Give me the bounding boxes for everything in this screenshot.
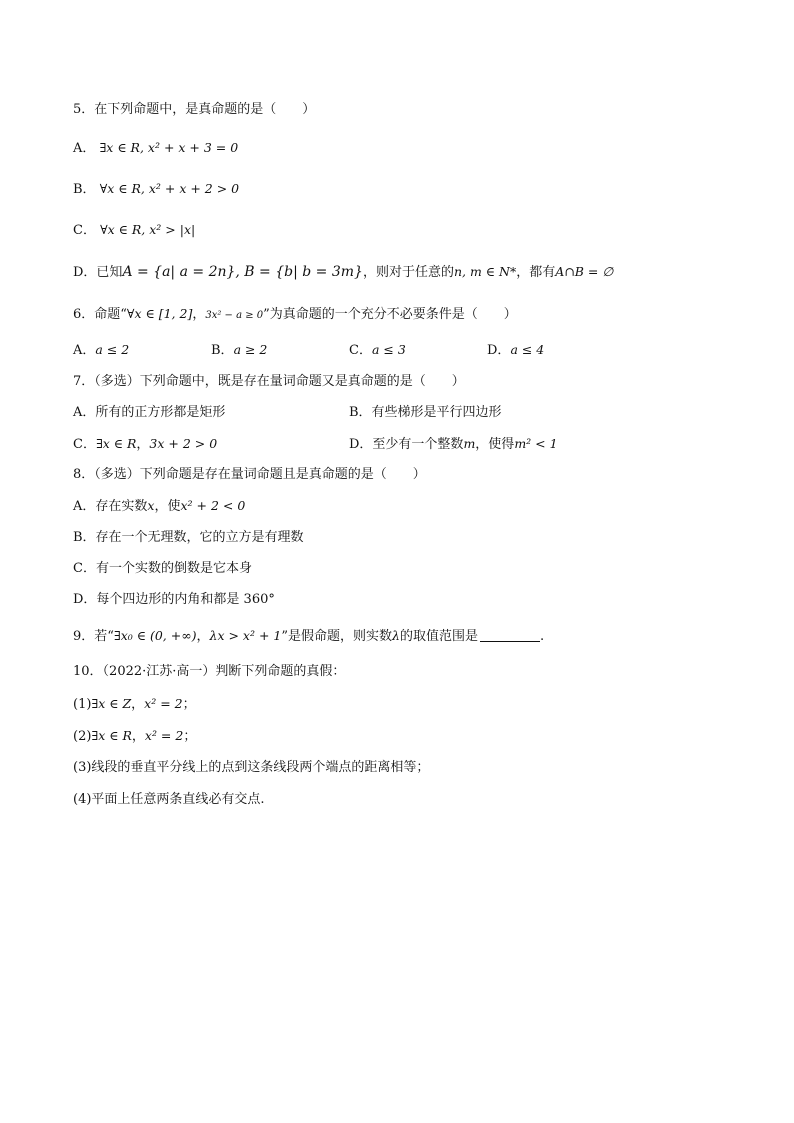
q7-option-c-math: ∃x ∈ R: [95, 436, 137, 451]
q10-item-2-num: (2): [73, 729, 92, 744]
q5-option-d-math3: A∩B = ∅: [555, 264, 614, 279]
q6-option-a: [73, 341, 129, 360]
q8-option-d: D．每个四边形的内角和都是 360°: [73, 592, 275, 607]
q7-option-d-text: D．至少有一个整数: [349, 437, 464, 452]
q9-stem-math: ∃x₀ ∈ (0, +∞): [113, 628, 197, 643]
q10-item-1-math2: x² = 2: [144, 696, 183, 711]
q9-stem-end: .: [539, 629, 545, 644]
q9-stem-part1: 9．若“: [73, 629, 114, 644]
q8-stem: 8．（多选）下列命题是存在量词命题且是真命题的是（ ）: [73, 467, 426, 482]
q10-item-1-num: (1): [73, 697, 92, 712]
q10-item-1-sep: ，: [131, 697, 145, 712]
q8-option-a: [73, 497, 245, 516]
q6-option-a-math: a ≤ 2: [95, 342, 130, 357]
q10-item-2-sep: ，: [131, 729, 145, 744]
q10-item-2: [73, 727, 196, 746]
q7-option-c-label: C．: [73, 437, 96, 452]
q5-option-d-math2: n, m ∈ N*: [453, 264, 517, 279]
q9-answer-blank[interactable]: [480, 629, 540, 642]
q6-option-a-label: A．: [73, 343, 96, 358]
q9-stem: [73, 627, 544, 646]
q5-option-b: [73, 180, 239, 199]
q6-stem-part1: 6．命题“: [73, 307, 127, 322]
q6-stem-part2: ，: [192, 307, 206, 322]
q6-option-d-math: a ≤ 4: [510, 342, 545, 357]
q5-option-c-math: ∀x ∈ R, x² > |x|: [100, 222, 196, 237]
q8-option-a-math: x: [147, 498, 155, 513]
q8-option-b: B．存在一个无理数，它的立方是有理数: [73, 530, 304, 545]
q6-option-d: [487, 341, 544, 360]
q5-option-c: [73, 221, 195, 240]
q9-stem-part3: ”是假命题，则实数: [281, 629, 393, 644]
q9-stem-part4: 的取值范围是: [399, 629, 478, 644]
q6-stem-part3: ”为真命题的一个充分不必要条件是（ ）: [263, 307, 517, 322]
q6-stem: [73, 305, 517, 325]
q9-stem-part2: ，: [196, 629, 210, 644]
q6-option-c-label: C．: [349, 343, 372, 358]
q5-option-c-label: C．: [73, 223, 96, 238]
q10-item-1-end: ；: [182, 697, 196, 712]
q5-option-d: [73, 263, 613, 282]
q7-option-c-sep: ，: [136, 437, 150, 452]
q5-option-a: [73, 139, 238, 158]
q6-option-c: [349, 341, 406, 360]
q7-option-d: [349, 435, 558, 454]
q9-stem-math2: λx > x² + 1: [209, 628, 282, 643]
q7-option-a: A．所有的正方形都是矩形: [73, 405, 226, 420]
q10-item-3: (3)线段的垂直平分线上的点到这条线段两个端点的距离相等；: [73, 760, 430, 775]
q6-option-d-label: D．: [487, 343, 511, 358]
q6-stem-math: ∀x ∈ [1, 2]: [126, 306, 193, 321]
q10-stem: 10．（2022·江苏·高一）判断下列命题的真假：: [73, 664, 346, 679]
q5-option-d-end: ，都有: [516, 265, 556, 280]
q10-item-1-math: ∃x ∈ Z: [91, 696, 132, 711]
q7-option-d-mid: ，使得: [475, 437, 515, 452]
q5-option-d-label: D．已知: [73, 265, 123, 280]
q10-item-1: [73, 695, 196, 714]
q7-option-b: B．有些梯形是平行四边形: [349, 405, 502, 420]
q5-option-b-label: B．: [73, 182, 96, 197]
q9-stem-math3: λ: [392, 628, 400, 643]
q5-option-b-math: ∀x ∈ R, x² + x + 2 > 0: [99, 181, 240, 196]
q5-option-d-mid: ，则对于任意的: [362, 265, 454, 280]
q6-option-b-label: B．: [211, 343, 234, 358]
q8-option-a-mid: ，使: [154, 499, 181, 514]
q5-option-d-math: A = {a| a = 2n}, B = {b| b = 3m}: [122, 264, 363, 280]
q8-option-a-text: A．存在实数: [73, 499, 148, 514]
q7-option-c: [73, 435, 217, 454]
q5-stem: 5．在下列命题中，是真命题的是（ ）: [73, 102, 316, 117]
q7-option-d-math2: m² < 1: [514, 436, 558, 451]
q7-option-c-math2: 3x + 2 > 0: [149, 436, 218, 451]
q7-option-d-math: m: [463, 436, 476, 451]
q8-option-c: C．有一个实数的倒数是它本身: [73, 561, 252, 576]
q6-option-c-math: a ≤ 3: [371, 342, 406, 357]
q6-option-b: [211, 341, 267, 360]
q10-item-2-math: ∃x ∈ R: [91, 728, 132, 743]
q10-item-4: (4)平面上任意两条直线必有交点.: [73, 792, 265, 807]
q5-option-a-math: ∃x ∈ R, x² + x + 3 = 0: [99, 140, 239, 155]
q5-option-a-label: A．: [73, 141, 96, 156]
q10-item-2-end: ；: [183, 729, 197, 744]
q6-option-b-math: a ≥ 2: [233, 342, 268, 357]
q10-item-2-math2: x² = 2: [144, 728, 184, 743]
q6-stem-math2: 3x² − a ≥ 0: [205, 310, 264, 321]
q7-stem: 7．（多选）下列命题中，既是存在量词命题又是真命题的是（ ）: [73, 374, 465, 389]
q8-option-a-math2: x² + 2 < 0: [180, 498, 246, 513]
